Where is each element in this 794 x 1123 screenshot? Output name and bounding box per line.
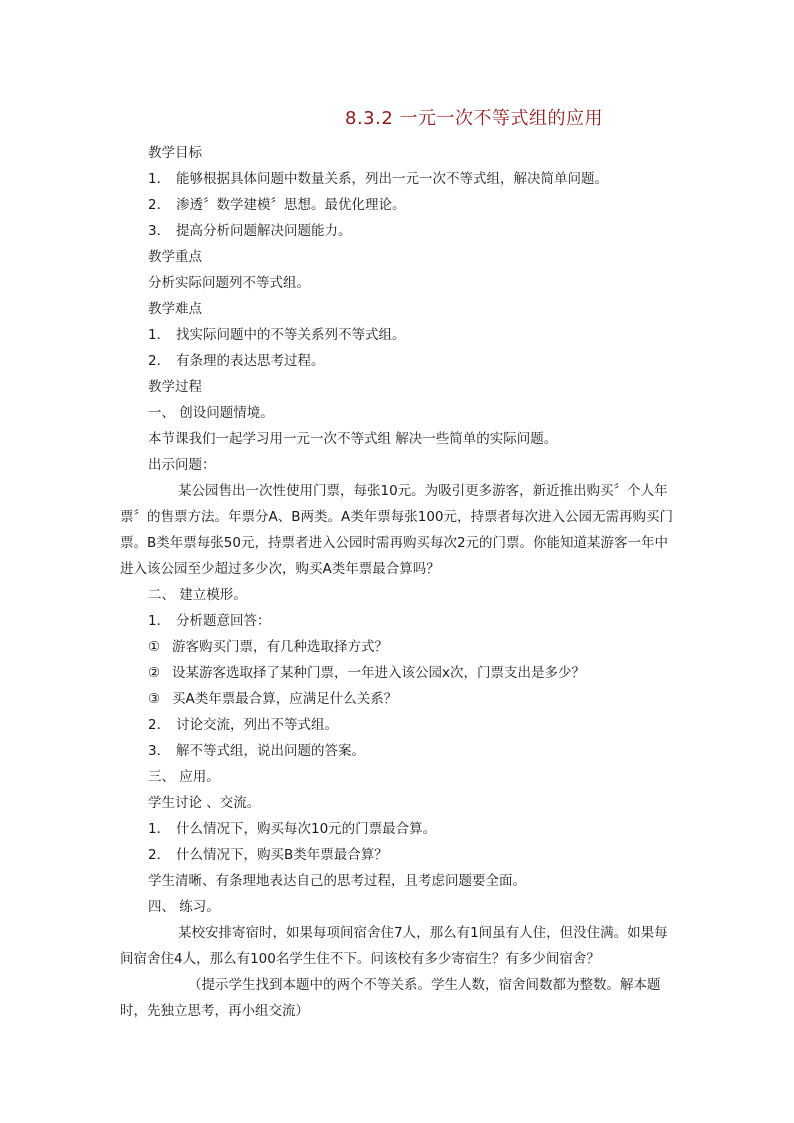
text-line: 教学过程 <box>148 379 202 395</box>
text-line: 二、 建立模形。 <box>148 587 247 603</box>
list-item-number: ① <box>148 639 161 655</box>
numbered-list-item <box>148 738 678 764</box>
list-item-number: ③ <box>148 691 161 707</box>
list-item-text: 解不等式组，说出问题的答案。 <box>176 743 365 759</box>
numbered-list-item <box>148 218 678 244</box>
numbered-list-item <box>148 712 678 738</box>
text-line: 教学难点 <box>148 301 202 317</box>
text-line: 教学目标 <box>148 145 202 161</box>
section-goals-and-intro <box>148 140 678 478</box>
exercise-paragraph: 某校安排寄宿时，如果每项间宿舍住7人，那么有1间虽有人住，但没住满。如果每间宿舍住4人，那么有100名学生住不下。问该校有多少寄宿生？有多少间宿舍？ <box>120 925 668 967</box>
numbered-list-item <box>148 842 678 868</box>
list-item-text: 能够根据具体问题中数量关系，列出一元一次不等式组，解决简单问题。 <box>176 171 608 187</box>
circled-list-item <box>148 686 678 712</box>
numbered-list-item <box>148 608 678 634</box>
list-item-text: 找实际问题中的不等关系列不等式组。 <box>176 327 406 343</box>
list-item-text: 渗透〞数学建模〞思想。最优化理论。 <box>176 197 406 213</box>
text-line: 学生清晰、有条理地表达自己的思考过程，且考虑问题要全面。 <box>148 873 526 889</box>
list-item-number: 2． <box>148 197 171 213</box>
text-line: 三、 应用。 <box>148 769 220 785</box>
text-line: 本节课我们一起学习用一元一次不等式组 解决一些简单的实际问题。 <box>148 431 558 447</box>
numbered-list-item <box>148 192 678 218</box>
hint-paragraph: （提示学生找到本题中的两个不等关系。学生人数，宿舍间数都为整数。解本题时，先独立思考，再小组交流） <box>120 977 661 1019</box>
list-item-number: 2． <box>148 847 171 863</box>
text-line: 分析实际问题列不等式组。 <box>148 275 310 291</box>
list-item-number: 2． <box>148 717 171 733</box>
list-item-text: 游客购买门票，有几种选取择方式？ <box>172 639 388 655</box>
list-item-number: ② <box>148 665 161 681</box>
list-item-number: 1． <box>148 171 171 187</box>
list-item-text: 什么情况下，购买每次10元的门票最合算。 <box>176 821 437 837</box>
numbered-list-item <box>148 816 678 842</box>
list-item-number: 2． <box>148 353 171 369</box>
numbered-list-item <box>148 322 678 348</box>
text-line: 学生讨论 、交流。 <box>148 795 261 811</box>
document-title: 8.3.2 一元一次不等式组的应用 <box>345 108 604 129</box>
problem-paragraph: 某公园售出一次性使用门票，每张10元。为吸引更多游客，新近推出购买〞个人年票〞的售票方法。年票分A、B两类。A类年票每张100元，持票者每次进入公园无需再购买门票。B类年票每张50元，持票者进入公园时需再购买每次2元的门票。你能知道某游客一年中进入该公园至少超过多少次，购买A类年票最合算吗？ <box>120 483 673 577</box>
list-item-text: 买A类年票最合算，应满足什么关系？ <box>172 691 398 707</box>
text-line: 四、 练习。 <box>148 899 220 915</box>
text-line: 一、 创设问题情境。 <box>148 405 274 421</box>
list-item-number: 3． <box>148 223 171 239</box>
list-item-text: 什么情况下，购买B类年票最合算？ <box>176 847 388 863</box>
list-item-text: 设某游客选取择了某种门票，一年进入该公园x次，门票支出是多少？ <box>172 665 585 681</box>
list-item-text: 有条理的表达思考过程。 <box>176 353 325 369</box>
list-item-number: 1． <box>148 327 171 343</box>
list-item-number: 1． <box>148 613 171 629</box>
list-item-text: 讨论交流，列出不等式组。 <box>176 717 338 733</box>
circled-list-item <box>148 634 678 660</box>
numbered-list-item <box>148 348 678 374</box>
text-line: 出示问题： <box>148 457 216 473</box>
text-line: 教学重点 <box>148 249 202 265</box>
section-model-and-application <box>148 582 678 920</box>
list-item-number: 1． <box>148 821 171 837</box>
list-item-text: 分析题意回答： <box>176 613 271 629</box>
circled-list-item <box>148 660 678 686</box>
document-body <box>120 140 678 1024</box>
list-item-number: 3． <box>148 743 171 759</box>
list-item-text: 提高分析问题解决问题能力。 <box>176 223 352 239</box>
numbered-list-item <box>148 166 678 192</box>
